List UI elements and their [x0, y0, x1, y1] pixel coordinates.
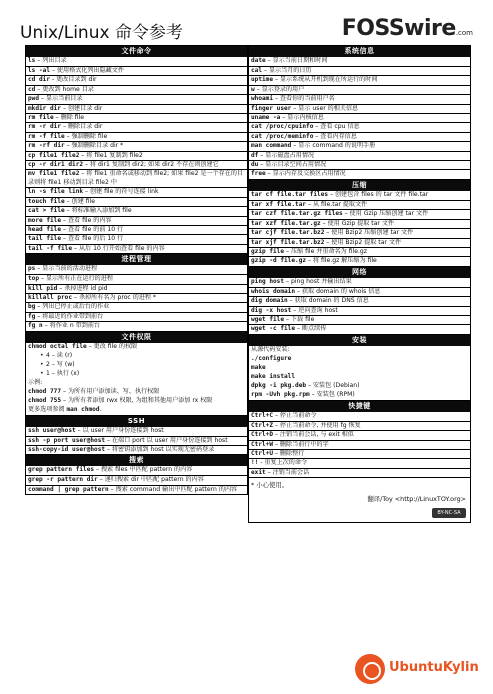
command-text: tar xf file.tar: [251, 200, 307, 208]
command-text: man command: [251, 142, 292, 150]
command-row: [26, 321, 247, 330]
command-text: ssh user@host: [28, 426, 76, 434]
command-row: [26, 436, 247, 445]
command-row: [249, 57, 470, 66]
command-description: – 列出目录: [35, 57, 67, 64]
command-text: gzip -d file.gz: [251, 257, 307, 265]
section-system-info: [249, 46, 470, 179]
command-text: top: [28, 275, 40, 283]
cc-license-badge: BY-NC-SA: [432, 508, 466, 518]
command-description: – 显示目录空间占用情况: [258, 161, 327, 169]
command-text: exit: [251, 468, 266, 476]
command-description: – 注销当前会话, 与 exit 相似: [273, 431, 354, 439]
command-description: – 使用 Bzip2 提取 tar 文件: [324, 238, 402, 246]
command-description: – 使用 Bzip2 压缩创建 tar 文件: [324, 229, 414, 237]
command-row: [249, 85, 470, 94]
command-text: whois domain: [251, 287, 296, 295]
command-row: [26, 312, 247, 321]
command-row: [249, 160, 470, 169]
section-header: 快捷键: [249, 401, 470, 412]
command-description: – 查看内存信息: [313, 132, 357, 140]
command-text: tail file: [28, 235, 62, 243]
command-text: dig domain: [251, 297, 288, 305]
command-description: – 下载 file: [284, 315, 315, 323]
command-text: gzip file: [251, 247, 285, 255]
command-row: [249, 209, 470, 218]
command-row: [249, 191, 470, 200]
command-text: Ctrl+C: [251, 411, 274, 419]
command-description: – 显示内存及交换区占用情况: [265, 170, 346, 178]
section-header: 系统信息: [249, 46, 470, 57]
command-text: rm -r dir: [28, 123, 62, 131]
command-row: [249, 238, 470, 247]
command-description: – 将标准输入添加到 file: [64, 207, 132, 215]
command-description: – 停止当前命令, 并使用 fg 恢复: [273, 421, 361, 429]
command-row: [249, 66, 470, 75]
chmod-example-777: chmod 777 – 为所有用户添加读、写、执行权限: [28, 387, 160, 395]
command-description: - 更改目录到 dir: [50, 76, 97, 84]
section-footer: [249, 477, 470, 518]
command-text: pwd: [28, 95, 40, 103]
command-description: – 查看 cpu 信息: [313, 123, 360, 131]
command-row: [26, 302, 247, 311]
command-row: [249, 412, 470, 421]
section-header: 安装: [249, 335, 470, 346]
ubuntukylin-wordmark: UbuntuKylin: [389, 660, 479, 675]
install-deb: dpkg -i pkg.deb – 安装包 (Debian): [251, 381, 360, 389]
command-description: – 强制删除 file: [64, 132, 108, 140]
command-text: rm -rf dir: [28, 142, 65, 150]
command-text: free: [251, 170, 266, 178]
command-description: – 获取 domain 的 DNS 信息: [287, 297, 369, 305]
command-row: [26, 113, 247, 122]
command-row: [249, 430, 470, 439]
caution-note: * 小心使用。: [251, 481, 289, 490]
command-text: w: [251, 85, 255, 93]
command-row: [26, 234, 247, 243]
chmod-intro: chmod octal file – 更改 file 的权限: [28, 342, 138, 350]
command-description: – 删除当前行中的字: [273, 440, 329, 448]
command-text: cp file1 file2: [28, 151, 80, 159]
install-intro: 从源代码安装:: [251, 345, 290, 353]
command-description: – 查看 file 的内容: [61, 216, 112, 224]
command-row: [249, 104, 470, 113]
section-file-commands: [26, 46, 247, 253]
section-header: 压缩: [249, 180, 470, 191]
command-row: [249, 132, 470, 141]
command-text: uptime: [251, 76, 274, 84]
command-row: [249, 247, 470, 256]
left-column: [25, 45, 248, 495]
command-row: [26, 169, 247, 187]
command-row: [26, 75, 247, 84]
command-row: [26, 85, 247, 94]
command-description: – 从后 10 行开始查看 file 的内容: [72, 244, 165, 252]
section-header: 进程管理: [26, 254, 247, 265]
install-line: make install: [251, 372, 296, 380]
command-description: – 将 file.gz 解压缩为 file: [306, 257, 377, 265]
command-row: [249, 94, 470, 103]
command-text: more file: [28, 216, 62, 224]
command-text: fg n: [28, 322, 43, 330]
file-command-list: [26, 57, 247, 253]
command-description: – 创建目录 dir: [61, 104, 103, 112]
section-compression: [249, 179, 470, 266]
command-text: touch file: [28, 197, 65, 205]
command-text: wget file: [251, 315, 285, 323]
command-description: – 显示当前日期和时间: [265, 57, 328, 64]
command-text: wget -c file: [251, 325, 296, 333]
command-description: – 在端口 port 以 user 用户身份连接到 host: [105, 436, 228, 444]
shortcut-list: [249, 412, 470, 477]
command-text: ls -al: [28, 67, 51, 74]
command-text: tar cf file.tar files: [251, 190, 329, 198]
chmod-more: 更多选项参阅 man chmod.: [28, 405, 102, 413]
command-text: head file: [28, 225, 62, 233]
command-text: cat /proc/cpuinfo: [251, 123, 314, 131]
command-description: – 逆向查询 host: [291, 306, 338, 314]
command-description: – 获取 domain 的 whois 信息: [295, 287, 381, 295]
command-row: [249, 449, 470, 458]
command-description: – 显示内核信息: [280, 114, 324, 122]
command-row: [249, 200, 470, 209]
command-description: – 断点续传: [295, 325, 327, 333]
command-description: – 使用 Gzip 提取 tar 文件: [320, 219, 395, 227]
command-text: command | grep pattern: [28, 485, 109, 493]
command-row: [26, 94, 247, 103]
compress-command-list: [249, 191, 470, 266]
command-row: [249, 256, 470, 265]
command-text: !!: [251, 459, 259, 467]
command-row: [249, 440, 470, 449]
command-row: [26, 66, 247, 75]
command-description: – 显示磁盘占用情况: [258, 151, 315, 159]
command-row: [26, 187, 247, 196]
command-description: – 注销当前会话: [265, 468, 310, 476]
sysinfo-command-list: [249, 57, 470, 179]
ssh-command-list: [26, 427, 247, 455]
command-description: - 重复上次的命令: [258, 459, 308, 467]
install-line: make: [251, 363, 266, 371]
command-text: ln -s file link: [28, 188, 84, 196]
command-row: [26, 151, 247, 160]
command-row: [249, 122, 470, 131]
command-row: [26, 475, 247, 484]
command-row: [249, 113, 470, 122]
command-description: – ping host 并输出结果: [284, 277, 352, 285]
command-row: [249, 458, 470, 467]
command-description: – 使用格式化列出隐藏文件: [50, 67, 124, 74]
command-description: – 显示登录的用户: [254, 85, 305, 93]
command-text: rm -f file: [28, 132, 65, 140]
command-row: [249, 151, 470, 160]
command-description: – 创建 file 的符号连接 link: [83, 188, 159, 196]
command-description: – 查看 file 的后 10 行: [61, 235, 124, 243]
section-header: 文件权限: [26, 332, 247, 343]
command-description: – 显示所有正在运行的进程: [39, 275, 113, 283]
section-header: 网络: [249, 267, 470, 278]
command-description: – 杀掉所有名为 proc 的进程 *: [72, 293, 156, 301]
command-text: Ctrl+D: [251, 431, 274, 439]
command-text: tar xjf file.tar.bz2: [251, 238, 325, 246]
command-description: – 杀掉进程 id pid: [57, 284, 108, 292]
command-description: – 查看你的当前用户名: [273, 95, 335, 103]
process-command-list: [26, 265, 247, 330]
command-description: – 显示系统从开机到现在所运行的时间: [273, 76, 378, 84]
command-row: [249, 468, 470, 477]
command-row: [249, 287, 470, 296]
command-text: tar cjf file.tar.bz2: [251, 229, 325, 237]
command-text: cat > file: [28, 207, 65, 215]
command-row: [249, 324, 470, 333]
network-command-list: [249, 278, 470, 334]
command-description: – 查看 file 的前 10 行: [61, 225, 124, 233]
section-network: [249, 266, 470, 334]
section-permissions: [26, 331, 247, 415]
command-row: [26, 104, 247, 113]
command-description: – 递归搜索 dir 中匹配 pattern 的内容: [97, 476, 204, 484]
command-row: [26, 445, 247, 454]
command-description: – 压缩 file 并重命名为 file.gz: [284, 247, 367, 255]
command-description: – 从 file.tar 提取文件: [306, 200, 368, 208]
command-text: bg: [28, 303, 36, 311]
command-text: Ctrl+Z: [251, 421, 274, 429]
command-row: [249, 278, 470, 287]
command-row: [249, 169, 470, 178]
command-text: ssh-copy-id user@host: [28, 445, 106, 453]
command-row: [26, 122, 247, 131]
section-shortcuts: [249, 400, 470, 477]
perm-item: • 2 – 写 (w): [40, 360, 75, 368]
perm-item: • 4 – 读 (r): [40, 351, 73, 359]
command-row: [26, 427, 247, 436]
section-ssh: [26, 415, 247, 455]
command-description: – 将 file1 复制到 file2: [79, 151, 143, 159]
perm-item: • 1 – 执行 (x): [40, 369, 80, 377]
command-description: – 将密钥添加到 host 以实现无密码登录: [105, 445, 215, 453]
command-text: finger user: [251, 104, 292, 112]
command-description: – 显示 command 的说明手册: [291, 142, 376, 150]
command-row: [26, 225, 247, 234]
command-text: ps: [28, 265, 36, 273]
install-rpm: rpm -Uvh pkg.rpm – 安装包 (RPM): [251, 390, 355, 398]
command-row: [26, 57, 247, 66]
command-text: tail -f file: [28, 244, 73, 252]
command-description: – 使用 Gzip 压缩创建 tar 文件: [342, 210, 429, 218]
command-row: [26, 206, 247, 215]
command-description: – 搜索 files 中匹配 pattern 的内容: [94, 466, 193, 474]
install-line: ./configure: [251, 354, 292, 362]
command-row: [26, 274, 247, 283]
section-header: 搜索: [26, 455, 247, 466]
command-text: Ctrl+U: [251, 449, 274, 457]
command-text: grep -r pattern dir: [28, 476, 98, 484]
command-text: rm file: [28, 114, 54, 122]
page-header: [0, 0, 493, 44]
command-description: – 创建包含 files 的 tar 文件 file.tar: [328, 190, 429, 198]
command-text: cp -r dir1 dir2: [28, 161, 84, 169]
command-text: tar czf file.tar.gz files: [251, 210, 343, 218]
command-text: Ctrl+W: [251, 440, 274, 448]
search-command-list: [26, 466, 247, 494]
command-row: [26, 466, 247, 475]
command-text: kill pid: [28, 284, 58, 292]
command-description: – 删除目录 dir: [61, 123, 103, 131]
section-install: [249, 334, 470, 400]
command-description: – 删除整行: [273, 449, 305, 457]
fosswire-logo: FOSSwire.com: [341, 16, 473, 41]
command-row: [26, 284, 247, 293]
command-text: uname -a: [251, 114, 281, 122]
command-text: cat /proc/meminfo: [251, 132, 314, 140]
command-row: [249, 315, 470, 324]
command-row: [26, 132, 247, 141]
command-row: [249, 219, 470, 228]
section-header: 文件命令: [26, 46, 247, 57]
command-description: – 删除 file: [53, 114, 85, 122]
command-text: dig -x host: [251, 306, 292, 314]
command-description: – 更改到 home 目录: [35, 85, 94, 93]
command-row: [249, 141, 470, 150]
section-search: [26, 454, 247, 494]
command-text: ls: [28, 57, 36, 64]
command-description: – 搜索 command 输出中匹配 pattern 的内容: [108, 485, 238, 493]
command-row: [26, 265, 247, 274]
command-text: ping host: [251, 277, 285, 285]
command-description: – 将 dir1 复制到 dir2; 如果 dir2 不存在则创建它: [83, 161, 219, 169]
command-text: mkdir dir: [28, 104, 62, 112]
command-row: [249, 75, 470, 84]
command-text: ssh -p port user@host: [28, 436, 106, 444]
command-text: cd: [28, 85, 36, 93]
command-row: [249, 421, 470, 430]
command-description: – 将最近的作业带到前台: [35, 312, 104, 320]
ubuntu-circle-icon: [355, 654, 385, 684]
page-title: Unix/Linux 命令参考: [20, 23, 183, 43]
command-row: [26, 244, 247, 253]
command-description: – 停止当前命令: [273, 411, 317, 419]
command-text: grep pattern files: [28, 466, 95, 474]
command-row: [249, 228, 470, 237]
command-row: [249, 306, 470, 315]
command-text: cd dir: [28, 76, 51, 84]
section-process: [26, 253, 247, 330]
command-text: fg: [28, 312, 36, 320]
command-row: [26, 197, 247, 206]
command-description: – 显示当前的活动进程: [35, 265, 98, 273]
command-description: – 显示当月的日历: [262, 67, 312, 74]
right-column: [248, 45, 471, 523]
command-description: – 创建 file: [64, 197, 96, 205]
command-description: – 将作业 n 带到前台: [42, 322, 101, 330]
command-row: [26, 216, 247, 225]
translator-credit: 翻译/Toy <http://LinuxTOY.org>: [367, 495, 466, 504]
command-text: mv file1 file2: [28, 170, 80, 178]
ubuntukylin-logo: [355, 652, 490, 686]
section-header: SSH: [26, 416, 247, 427]
command-text: killall proc: [28, 293, 73, 301]
command-text: cal: [251, 67, 263, 74]
command-row: [26, 141, 247, 150]
command-row: [26, 293, 247, 302]
command-row: [26, 485, 247, 494]
example-label: 示例:: [28, 378, 43, 386]
command-text: date: [251, 57, 266, 64]
command-description: – 将 file1 重命名或移动到 file2; 如果 file2 是一个存在的目录则将 file1 移动到目录 file2 中: [28, 170, 244, 186]
command-text: du: [251, 161, 259, 169]
command-text: tar xzf file.tar.gz: [251, 219, 321, 227]
command-description: – 强制删除目录 dir *: [64, 142, 124, 150]
chmod-example-755: chmod 755 – 为所有者添加 rwx 权限, 为组和其他用户添加 rx 权限: [28, 396, 213, 404]
command-description: – 显示 user 的相关信息: [291, 104, 359, 112]
command-row: [26, 160, 247, 169]
command-text: df: [251, 151, 259, 159]
command-description: – 以 user 用户身份连接到 host: [75, 426, 164, 434]
command-row: [249, 296, 470, 305]
command-description: – 显示当前目录: [39, 95, 83, 103]
command-text: whoami: [251, 95, 274, 103]
command-description: – 列出已停止或后台的作业: [35, 303, 110, 311]
